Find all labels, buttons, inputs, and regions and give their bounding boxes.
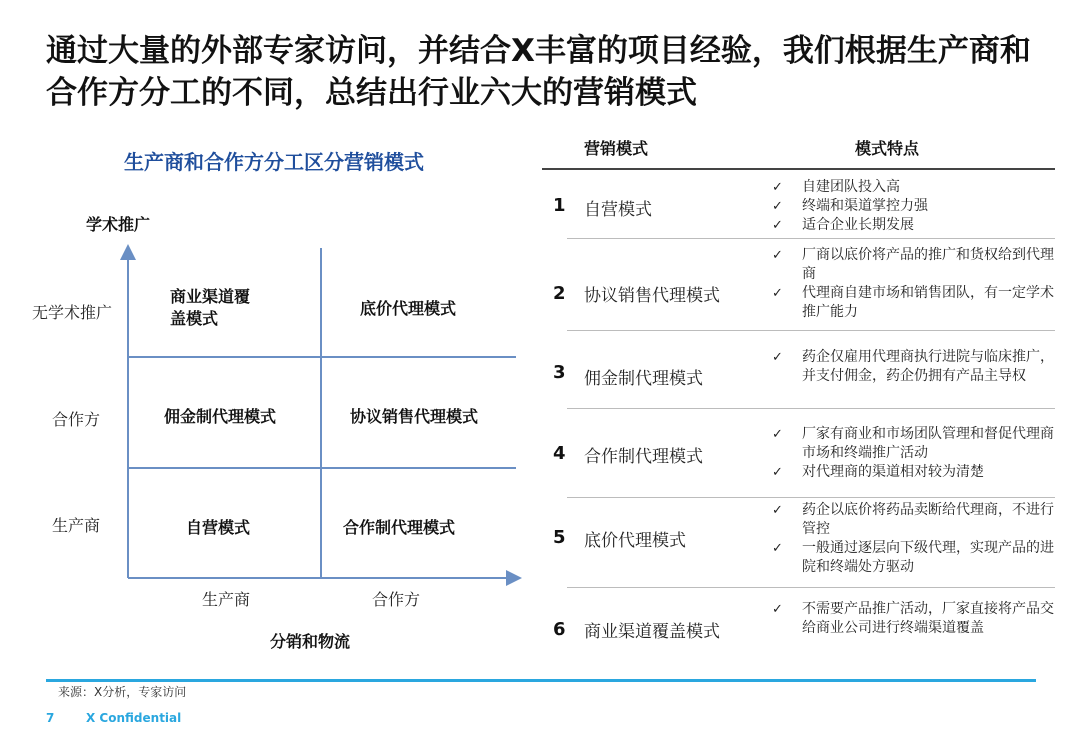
feature-list [770, 178, 1060, 235]
cell-cooperative-agency: 合作制代理模式 [343, 518, 456, 537]
row-number: 6 [553, 619, 566, 640]
row-separator [567, 330, 1055, 331]
cell-self-operated: 自营模式 [186, 518, 251, 537]
y-axis-title: 学术推广 [86, 215, 151, 234]
footer-rule [46, 679, 1036, 682]
check-icon: ✓ [772, 465, 783, 480]
table-header-rule [542, 168, 1055, 170]
list-item: ✓ 厂商以底价将产品的推广和货权给到代理商 [772, 247, 1054, 282]
row-label-manufacturer: 生产商 [52, 516, 101, 535]
cell-agreement-sales-agency: 协议销售代理模式 [350, 407, 479, 426]
list-item: ✓ 适合企业长期发展 [772, 217, 914, 233]
feature-list [770, 348, 1060, 386]
matrix-axes [0, 0, 540, 660]
row-mode-name: 佣金制代理模式 [584, 369, 703, 389]
table-header-mode: 营销模式 [584, 139, 649, 158]
check-icon: ✓ [772, 350, 783, 365]
list-item: ✓ 不需要产品推广活动，厂家直接将产品交给商业公司进行终端渠道覆盖 [772, 601, 1054, 636]
check-icon: ✓ [772, 427, 783, 442]
feature-list [770, 501, 1060, 577]
cell-commercial-channel: 商业渠道覆 盖模式 [170, 287, 251, 328]
row-number: 1 [553, 195, 566, 216]
table-header-features: 模式特点 [855, 139, 920, 158]
row-mode-name: 合作制代理模式 [584, 447, 703, 467]
source-note: 来源：X分析，专家访问 [58, 685, 187, 699]
list-item: ✓ 终端和渠道掌控力强 [772, 198, 928, 214]
row-separator [567, 497, 1055, 498]
row-number: 4 [553, 443, 566, 464]
list-item: ✓ 药企以底价将药品卖断给代理商，不进行管控 [772, 502, 1054, 537]
row-mode-name: 协议销售代理模式 [584, 286, 720, 306]
row-separator [567, 587, 1055, 588]
row-mode-name: 底价代理模式 [584, 531, 686, 551]
page-number: 7 [46, 711, 55, 725]
col-label-manufacturer: 生产商 [202, 590, 251, 609]
row-label-no-academic: 无学术推广 [32, 303, 113, 322]
check-icon: ✓ [772, 503, 783, 518]
check-icon: ✓ [772, 541, 783, 556]
row-label-partner: 合作方 [52, 410, 101, 429]
list-item: ✓ 代理商自建市场和销售团队，有一定学术推广能力 [772, 285, 1054, 320]
check-icon: ✓ [772, 199, 783, 214]
feature-list [770, 246, 1060, 322]
check-icon: ✓ [772, 180, 783, 195]
row-separator [567, 238, 1055, 239]
row-separator [567, 408, 1055, 409]
list-item: ✓ 对代理商的渠道相对较为清楚 [772, 464, 984, 480]
slide-title: 通过大量的外部专家访问，并结合X丰富的项目经验，我们根据生产商和合作方分工的不同，总结出行业六大的营销模式 [46, 33, 1031, 111]
cell-floor-price-agency: 底价代理模式 [360, 299, 457, 318]
row-number: 3 [553, 362, 566, 383]
check-icon: ✓ [772, 602, 783, 617]
feature-list [770, 600, 1060, 638]
check-icon: ✓ [772, 248, 783, 263]
row-number: 5 [553, 527, 566, 548]
cell-commission-agency: 佣金制代理模式 [164, 407, 277, 426]
check-icon: ✓ [772, 286, 783, 301]
col-label-partner: 合作方 [372, 590, 421, 609]
list-item: ✓ 一般通过逐层向下级代理，实现产品的进院和终端处方驱动 [772, 540, 1054, 575]
matrix-title: 生产商和合作方分工区分营销模式 [124, 150, 424, 174]
confidential-label: X Confidential [86, 711, 182, 725]
row-number: 2 [553, 283, 566, 304]
list-item: ✓ 药企仅雇用代理商执行进院与临床推广，并支付佣金，药企仍拥有产品主导权 [772, 349, 1054, 384]
list-item: ✓ 自建团队投入高 [772, 179, 900, 195]
list-item: ✓ 厂家有商业和市场团队管理和督促代理商市场和终端推广活动 [772, 426, 1054, 461]
feature-list [770, 425, 1060, 482]
x-axis-title: 分销和物流 [270, 632, 351, 651]
row-mode-name: 商业渠道覆盖模式 [584, 622, 720, 642]
check-icon: ✓ [772, 218, 783, 233]
row-mode-name: 自营模式 [584, 200, 652, 220]
